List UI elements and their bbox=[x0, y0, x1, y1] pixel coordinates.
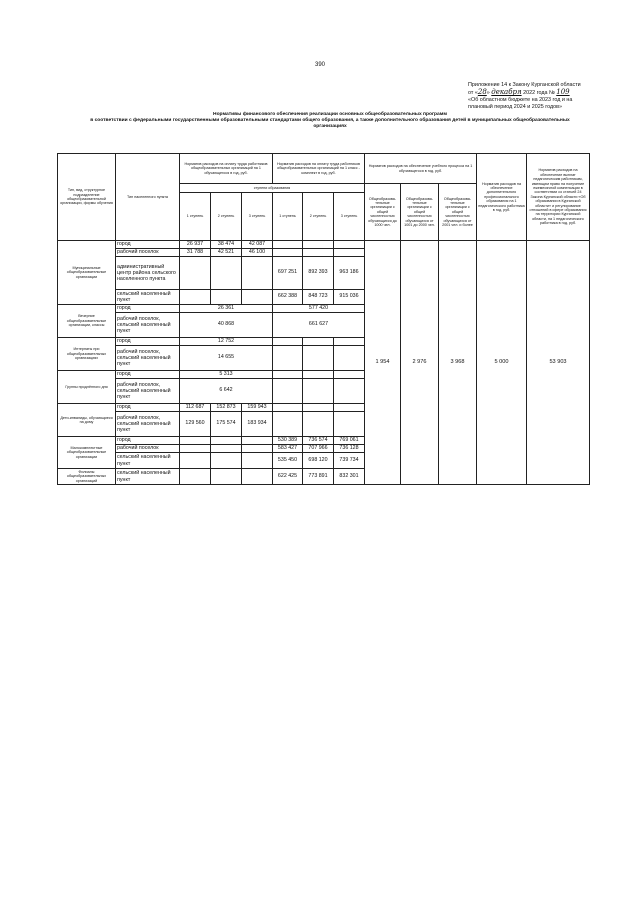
handwritten-day: 28 bbox=[477, 88, 487, 96]
value-cell: 183 934 bbox=[242, 412, 273, 437]
value-cell: 661 627 bbox=[273, 313, 365, 338]
value-study-a: 1 954 bbox=[365, 241, 401, 485]
value-cell: 892 393 bbox=[303, 257, 334, 290]
settlement-city: город bbox=[116, 338, 180, 346]
settlement-city: город bbox=[116, 371, 180, 379]
value-cell: 773 891 bbox=[303, 469, 334, 485]
value-cell: 707 966 bbox=[303, 445, 334, 453]
type-municipal: Муниципальные общеобразовательные организации bbox=[58, 241, 116, 305]
value-cell: 848 723 bbox=[303, 290, 334, 305]
value-cell: 26 361 bbox=[180, 305, 273, 313]
header-level-2: 2 ступень bbox=[303, 193, 334, 241]
value-cell: 159 943 bbox=[242, 404, 273, 412]
value-cell: 915 036 bbox=[334, 290, 365, 305]
header-study-process: Норматив расходов на обеспечение учебного процесса на 1 обучающегося в год, руб. bbox=[365, 154, 477, 184]
appendix-reference bbox=[468, 82, 608, 111]
value-cell: 14 655 bbox=[180, 346, 273, 371]
appendix-line-4: плановый период 2024 и 2025 годов» bbox=[468, 104, 562, 110]
value-cell: 129 560 bbox=[180, 412, 211, 437]
handwritten-month: декабря bbox=[491, 88, 522, 96]
settlement-rural: сельский населенный пункт bbox=[116, 290, 180, 305]
header-class-salary: Норматив расходов на оплату труда работников общеобразовательных организаций на 1 класс - комплект в год, руб. bbox=[273, 154, 365, 184]
value-cell: 46 100 bbox=[242, 249, 273, 257]
value-cell: 112 687 bbox=[180, 404, 211, 412]
settlement-workers-rural: рабочий поселок, сельский населенный пункт bbox=[116, 379, 180, 404]
value-cell: 535 450 bbox=[273, 453, 303, 469]
settlement-workers: рабочий поселок bbox=[116, 445, 180, 453]
settlement-rural: сельский населенный пункт bbox=[116, 453, 180, 469]
settlement-city: город bbox=[116, 241, 180, 249]
settlement-city: город bbox=[116, 404, 180, 412]
value-cell: 662 388 bbox=[273, 290, 303, 305]
header-study-c: Общеобразова-тельные организации с общей численностью обучающихся от 2001 чел. и более bbox=[439, 184, 477, 241]
value-cell: 6 642 bbox=[180, 379, 273, 404]
header-levels: ступени образования bbox=[180, 184, 365, 193]
value-study-c: 3 968 bbox=[439, 241, 477, 485]
value-cell: 736 128 bbox=[334, 445, 365, 453]
value-study-b: 2 976 bbox=[401, 241, 439, 485]
header-type: Тип, вид, структурное подразделение общеобразовательной организации, формы обучения bbox=[58, 154, 116, 241]
value-cell: 42 087 bbox=[242, 241, 273, 249]
value-cell: 698 120 bbox=[303, 453, 334, 469]
appendix-line-2: от «28» декабря 2022 года № 109 bbox=[468, 88, 570, 96]
value-cell: 739 734 bbox=[334, 453, 365, 469]
header-study-b: Общеобразова-тельные организации с общей численностью обучающихся от 1001 до 2000 чел. bbox=[401, 184, 439, 241]
type-small: Малокомплектные общеобразовательные организации bbox=[58, 437, 116, 469]
header-level-1: 1 ступень bbox=[273, 193, 303, 241]
value-cell: 769 061 bbox=[334, 437, 365, 445]
header-settlement: Тип населенного пункта bbox=[116, 154, 180, 241]
appendix-line-1: Приложение 14 к Закону Курганской области bbox=[468, 82, 581, 88]
value-cell: 152 873 bbox=[211, 404, 242, 412]
value-additional: 5 000 bbox=[477, 241, 527, 485]
header-level-2: 2 ступень bbox=[211, 193, 242, 241]
settlement-workers-rural: рабочий поселок, сельский населенный пункт bbox=[116, 313, 180, 338]
type-boarding: Интернаты при общеобразовательных организациях bbox=[58, 338, 116, 371]
value-cell: 832 301 bbox=[334, 469, 365, 485]
settlement-workers: рабочий поселок bbox=[116, 249, 180, 257]
settlement-rural: сельский населенный пункт bbox=[116, 469, 180, 485]
header-additional-education: Норматив расходов на обеспечение дополнительного профессионального образования на 1 педагогического работника в год, руб. bbox=[477, 154, 527, 241]
settlement-city: город bbox=[116, 305, 180, 313]
type-evening: Вечерние общеобразовательные организации, классы bbox=[58, 305, 116, 338]
value-cell: 963 186 bbox=[334, 257, 365, 290]
value-cell: 5 313 bbox=[180, 371, 273, 379]
value-cell: 12 752 bbox=[180, 338, 273, 346]
value-cell: 697 251 bbox=[273, 257, 303, 290]
appendix-line-3: «Об областном бюджете на 2023 год и на bbox=[468, 97, 573, 103]
type-disabled: Дети-инвалиды, обучающиеся на дому bbox=[58, 404, 116, 437]
header-compensation: Норматив расходов на обеспечение выплат педагогическим работникам, имеющим право на получение ежемесячной компенсации в соответствии со статьей 24 Закона Курганской области «Об образовании в Курганской области» и регулирование отношений в сфере образования на территории Курганской области, на 1 педагогического работника в год, руб. bbox=[527, 154, 590, 241]
type-groups: Группы продлённого дня bbox=[58, 371, 116, 404]
page-number: 390 bbox=[314, 62, 325, 68]
settlement-city: город bbox=[116, 437, 180, 445]
settlement-workers-rural: рабочий поселок, сельский населенный пункт bbox=[116, 412, 180, 437]
document-title: Нормативы финансового обеспечения реализации основных общеобразовательных программ в соответствии с федеральными государственными образовательными стандартами общего образования, а также дополнительного образования детей в муниципальных общеобразовательных организациях bbox=[90, 112, 570, 130]
value-cell: 530 389 bbox=[273, 437, 303, 445]
value-cell: 26 937 bbox=[180, 241, 211, 249]
value-cell: 40 868 bbox=[180, 313, 273, 338]
handwritten-number: 109 bbox=[556, 88, 570, 96]
value-cell: 736 574 bbox=[303, 437, 334, 445]
value-cell: 622 425 bbox=[273, 469, 303, 485]
value-compensation: 53 903 bbox=[527, 241, 590, 485]
header-level-1: 1 ступень bbox=[180, 193, 211, 241]
value-cell: 175 574 bbox=[211, 412, 242, 437]
value-cell: 38 474 bbox=[211, 241, 242, 249]
header-study-a: Общеобразова-тельные организации с общей численностью обучающихся до 1000 чел. bbox=[365, 184, 401, 241]
header-level-3: 3 ступень bbox=[334, 193, 365, 241]
standards-table bbox=[57, 153, 590, 485]
value-cell: 577 420 bbox=[273, 305, 365, 313]
settlement-workers-rural: рабочий поселок, сельский населенный пункт bbox=[116, 346, 180, 371]
header-level-3: 3 ступень bbox=[242, 193, 273, 241]
value-cell: 31 788 bbox=[180, 249, 211, 257]
type-branches: Филиалы общеобразовательных организаций bbox=[58, 469, 116, 485]
settlement-admin-center: административный центр района сельского населенного пункта bbox=[116, 257, 180, 290]
header-pedagog-salary: Норматив расходов на оплату труда работников общеобразовательных организаций на 1 обучающегося в год, руб. bbox=[180, 154, 273, 184]
value-cell: 42 521 bbox=[211, 249, 242, 257]
value-cell: 583 427 bbox=[273, 445, 303, 453]
